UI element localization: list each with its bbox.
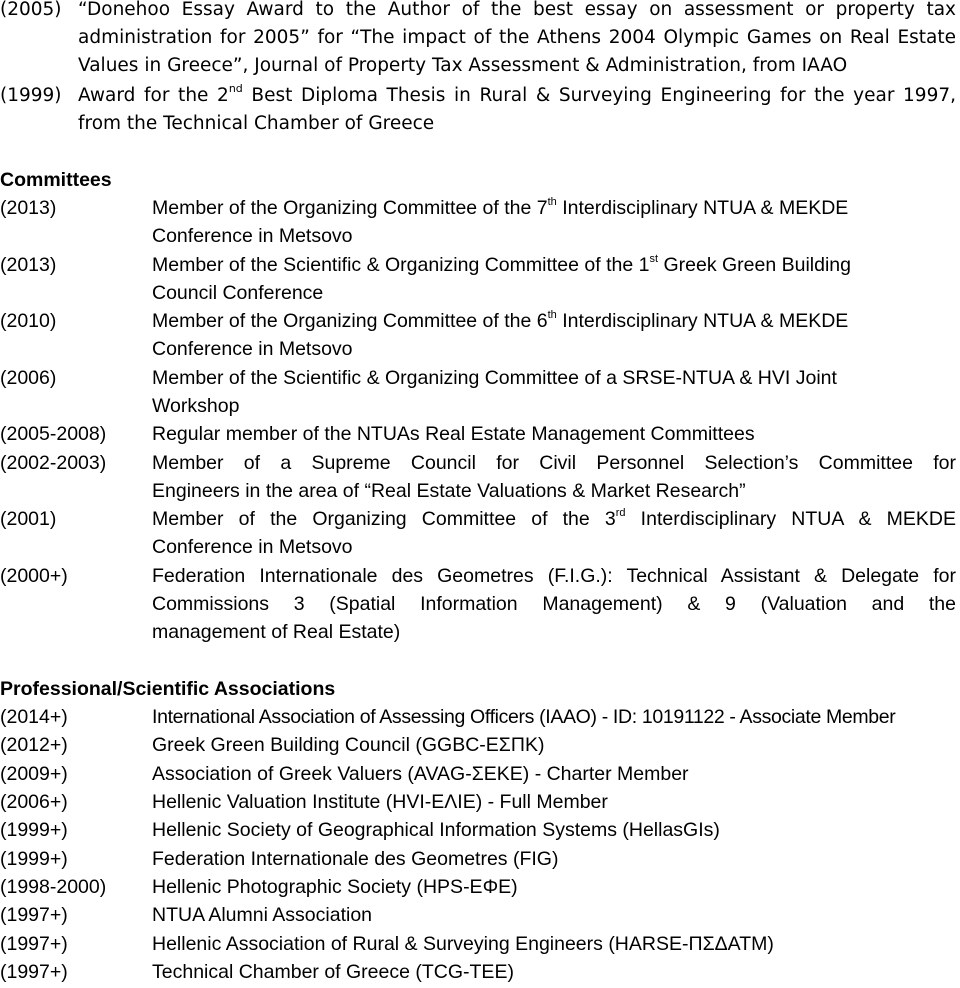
committee-text: Council Conference <box>152 282 324 304</box>
award-text: Award for the 2nd Best Diploma Thesis in Rural & Surveying Engineering for the year 1997, <box>78 81 956 106</box>
association-text: Technical Chamber of Greece (TCG-TEE) <box>152 961 514 983</box>
association-year: (1999+) <box>0 819 68 841</box>
association-text: International Association of Assessing Officers (IAAO) - ID: 10191122 - Associate Member <box>152 706 896 728</box>
committee-year: (2010) <box>0 310 57 332</box>
committee-text: Member of the Organizing Committee of the 6th Interdisciplinary NTUA & MEKDE <box>152 308 849 332</box>
association-year: (2006+) <box>0 791 68 813</box>
committee-text: Engineers in the area of “Real Estate Valuations & Market Research” <box>152 480 746 502</box>
section-heading-committees: Committees <box>0 169 112 191</box>
award-text: from the Technical Chamber of Greece <box>78 113 435 134</box>
association-text: Hellenic Society of Geographical Information Systems (HellasGIs) <box>152 819 720 841</box>
committee-text: Member of the Scientific & Organizing Committee of the 1st Greek Green Building <box>152 252 851 276</box>
association-year: (2014+) <box>0 706 68 728</box>
committee-text: Conference in Metsovo <box>152 338 353 360</box>
association-text: Hellenic Association of Rural & Surveying Engineers (HARSE-ΠΣΔΑΤΜ) <box>152 933 774 955</box>
association-year: (2009+) <box>0 763 68 785</box>
committee-year: (2005-2008) <box>0 423 107 445</box>
association-year: (1997+) <box>0 961 68 983</box>
association-year: (1997+) <box>0 933 68 955</box>
committee-year: (2001) <box>0 508 57 530</box>
committee-year: (2006) <box>0 367 57 389</box>
committee-text: Member of the Scientific & Organizing Committee of a SRSE-NTUA & HVI Joint <box>152 367 837 389</box>
section-heading-associations: Professional/Scientific Associations <box>0 678 336 700</box>
association-text: Hellenic Photographic Society (HPS-ΕΦΕ) <box>152 876 518 898</box>
committee-text: Member of the Organizing Committee of the 3rd Interdisciplinary NTUA & MEKDE <box>152 506 956 530</box>
association-year: (1999+) <box>0 848 68 870</box>
award-text: Values in Greece”, Journal of Property Tax Assessment & Administration, from IAAO <box>78 55 848 76</box>
award-year: (2005) <box>0 0 62 20</box>
committee-year: (2013) <box>0 254 57 276</box>
committee-text: Conference in Metsovo <box>152 536 353 558</box>
committee-text: Workshop <box>152 395 240 417</box>
committee-text: Commissions 3 (Spatial Information Management) & 9 (Valuation and the <box>152 593 956 615</box>
association-text: NTUA Alumni Association <box>152 904 373 926</box>
committee-text: management of Real Estate) <box>152 621 401 643</box>
award-year: (1999) <box>0 85 62 106</box>
award-text: administration for 2005” for “The impact of the Athens 2004 Olympic Games on Real Estate <box>78 27 956 48</box>
association-text: Federation Internationale des Geometres (FIG) <box>152 848 559 870</box>
association-year: (1997+) <box>0 904 68 926</box>
association-year: (2012+) <box>0 734 68 756</box>
committee-year: (2013) <box>0 197 57 219</box>
committee-text: Member of the Organizing Committee of the 7th Interdisciplinary NTUA & MEKDE <box>152 195 849 219</box>
award-text: “Donehoo Essay Award to the Author of the best essay on assessment or property tax <box>78 0 956 20</box>
committee-text: Member of a Supreme Council for Civil Personnel Selection’s Committee for <box>152 452 956 474</box>
committee-text: Regular member of the NTUAs Real Estate Management Committees <box>152 423 755 445</box>
committee-text: Federation Internationale des Geometres (F.I.G.): Technical Assistant & Delegate for <box>152 565 956 587</box>
committee-text: Conference in Metsovo <box>152 225 353 247</box>
association-text: Hellenic Valuation Institute (HVI-ΕΛΙΕ) - Full Member <box>152 791 608 813</box>
association-year: (1998-2000) <box>0 876 107 898</box>
committee-year: (2002-2003) <box>0 452 107 474</box>
association-text: Greek Green Building Council (GGBC-ΕΣΠΚ) <box>152 734 545 756</box>
association-text: Association of Greek Valuers (AVAG-ΣΕΚΕ) - Charter Member <box>152 763 689 785</box>
committee-year: (2000+) <box>0 565 68 587</box>
